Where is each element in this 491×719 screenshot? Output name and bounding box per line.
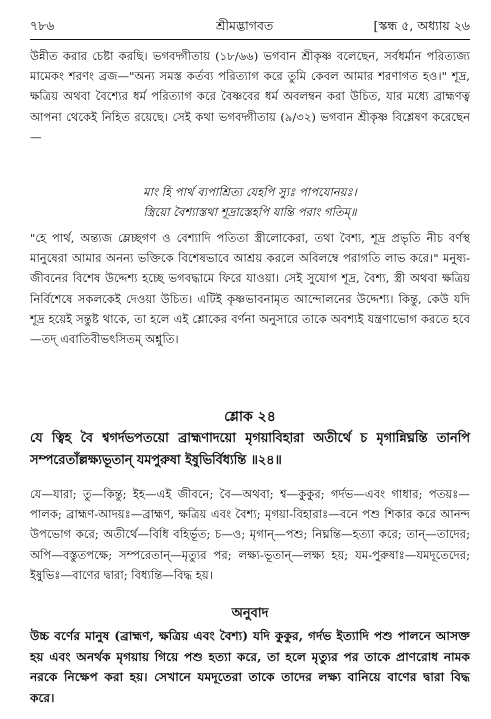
translation-heading: অনুবাদ — [231, 606, 269, 621]
synonyms-paragraph: যে—যারা; তু—কিন্তু; ইহ—এই জীবনে; বৈ—অথবা; শ্ব—কুকুর; গর্দভ—এবং গাধার; পতয়ঃ—পালক; ব্রাহ্মণ-আদয়ঃ—ব্রাহ্মণ, ক্ষত্রিয় এবং বৈশ্য; মৃগয়া-বিহারাঃ—বনে পশু শিকার করে আনন্দ উপভোগ করে; অতীর্থে—বিধি বহির্ভূত; চ—ও; মৃগান্—পশু; নিঘ্নন্তি—হত্যা করে; তান্—তাদের; অপি—বস্তুতপক্ষে; সম্পরেতান্—মৃত্যুর পর; লক্ষ্য-ভূতান্—লক্ষ্য হয়; যম-পুরুষাঃ—যমদূতেদের; ইষুভিঃ—বাণের দ্বারা; বিধ্যন্তি—বিদ্ধ হয়। — [30, 487, 470, 582]
page-header — [30, 18, 470, 38]
header-divider — [30, 39, 470, 40]
page-number: ৭৮৬ — [30, 18, 55, 33]
purport-paragraph-2: "হে পার্থ, অন্ত্যজ ম্লেচ্ছগণ ও বেশ্যাদি পতিতা স্ত্রীলোকেরা, তথা বৈশ্য, শূদ্র প্রভৃতি নীচ বর্ণস্থ মানুষেরা আমার অনন্য ভক্তিকে বিশেষভাবে আশ্রয় করলে অবিলম্বে পরাগতি লাভ করে।" মনুষ্য-জীবনের বিশেষ উদ্দেশ্য হচ্ছে ভগবদ্ধামে ফিরে যাওয়া। সেই সুযোগ শূদ্র, বৈশ্য, স্ত্রী অথবা ক্ষত্রিয় নির্বিশেষে সকলকেই দেওয়া উচিত। এটিই কৃষ্ণভাবনামৃত আন্দোলনের উদ্দেশ্য। কিন্তু, কেউ যদি শূদ্র হয়েই সন্তুষ্ট থাকে, তা হলে এই শ্লোকের বর্ণনা অনুসারে তাকে অবশ্যই যন্ত্রণাভোগ করতে হবে—তদ্ এবাতিবীভৎসিতম্ অশ্নুতি। — [30, 231, 470, 347]
gita-quote-line-2: স্ত্রিয়ো বৈশ্যাস্তথা শূদ্রাস্তেহপি যান্তি পরাং গতিম্॥ — [143, 205, 357, 219]
chapter-reference: [স্কন্ধ ৫, অধ্যায় ২৬ — [373, 18, 470, 33]
purport-paragraph-1: উন্নীত করার চেষ্টা করছি। ভগবদ্গীতায় (১৮/৬৬) ভগবান শ্রীকৃষ্ণ বলেছেন, সর্বধর্মান পরিত্যজ্য মামেকং শরণং ব্রজ—"অন্য সমস্ত কর্তব্য পরিত্যাগ করে তুমি কেবল আমার শরণাগত হও।" শূদ্র, ক্ষত্রিয় অথবা বৈশ্যের ধর্ম পরিত্যাগ করে বৈষ্ণবের ধর্ম অবলম্বন করা উচিত, যার মধ্যে ব্রাহ্মণত্ব আপনা থেকেই নিহিত রয়েছে। সেই কথা ভগবদ্গীতায় (৯/৩২) ভগবান শ্রীকৃষ্ণ বিশ্লেষণ করেছেন— — [30, 49, 470, 144]
book-title: শ্রীমদ্ভাগবত — [216, 18, 274, 33]
gita-quote — [30, 182, 470, 222]
sloka-heading: শ্লোক ২৪ — [224, 409, 276, 425]
book-page — [30, 0, 470, 719]
gita-quote-line-1: মাং হি পার্থ ব্যপাশ্রিত্য যেহপি স্যুঃ পাপযোনয়ঃ। — [143, 185, 357, 199]
translation-text: উচ্চ বর্ণের মানুষ (ব্রাহ্মণ, ক্ষত্রিয় এবং বৈশ্য) যদি কুকুর, গর্দভ ইত্যাদি পশু পালনে আসক্ত হয় এবং অনর্থক মৃগয়ায় গিয়ে পশু হত্যা করে, তা হলে মৃত্যুর পর তাকে প্রাণরোধ নামক নরকে নিক্ষেপ করা হয়। সেখানে যমদূতেরা তাকে তাদের লক্ষ্য বানিয়ে বাণের দ্বারা বিদ্ধ করে। — [30, 629, 470, 705]
sloka-text: যে ত্বিহ বৈ শ্বগর্দভপতয়ো ব্রাহ্মণাদয়ো মৃগয়াবিহারা অতীর্থে চ মৃগান্নিঘ্নন্তি তানপি সম্পরেতাঁল্লক্ষ্যভূতান্ যমপুরুষা ইষুভির্বিধ্যন্তি ॥২৪॥ — [30, 431, 470, 468]
